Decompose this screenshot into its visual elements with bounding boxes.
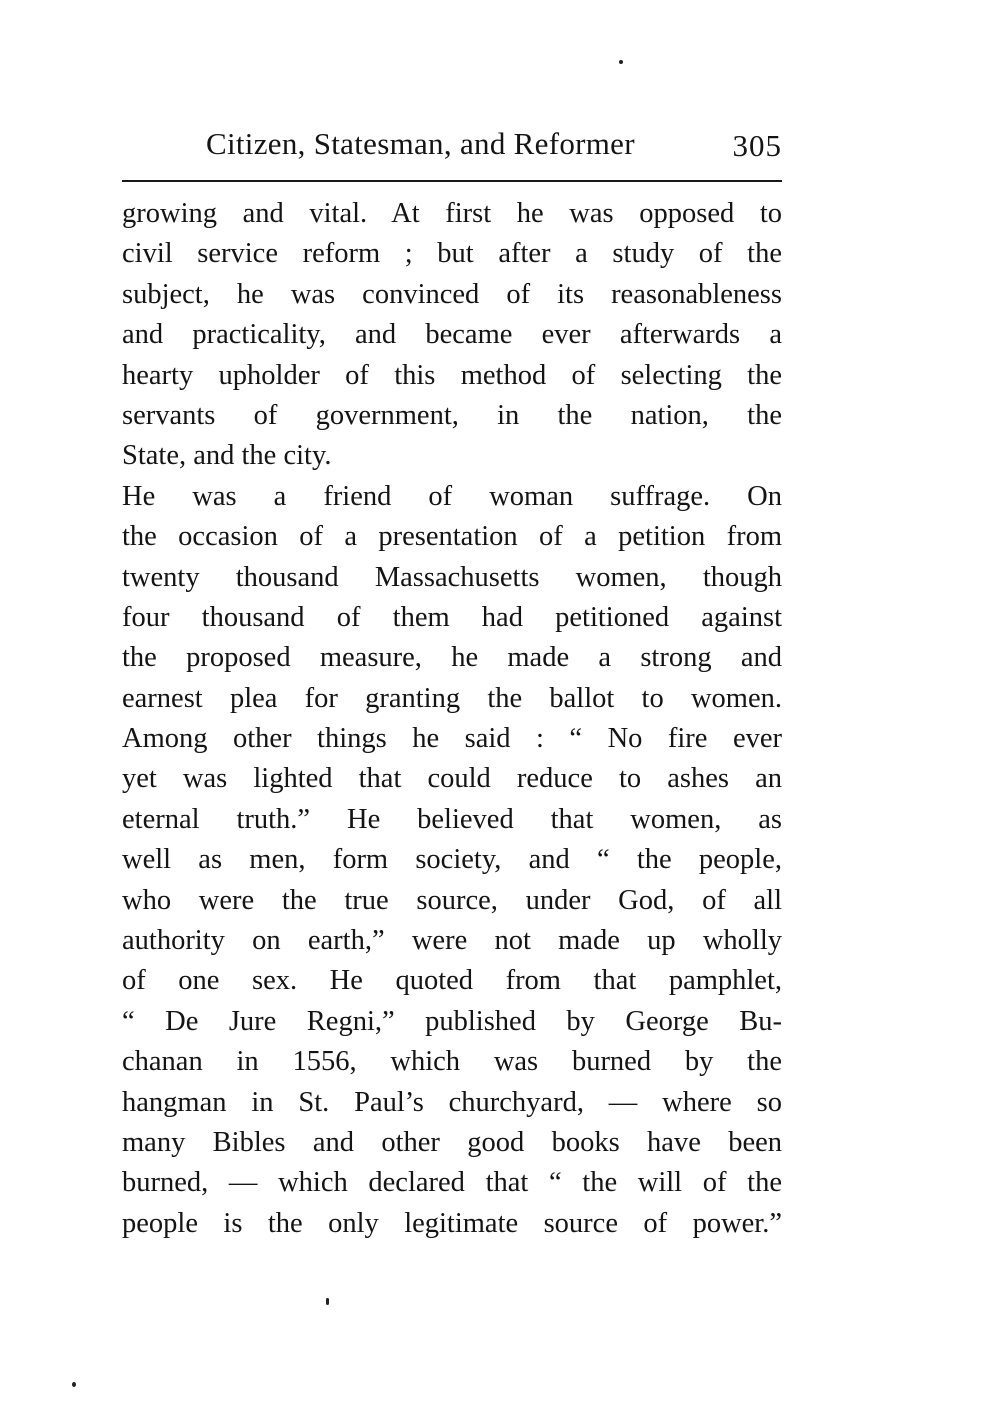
text-line: hearty upholder of this method of selecting the <box>122 359 782 391</box>
print-speck <box>72 1382 76 1387</box>
text-line: and practicality, and became ever afterwards a <box>122 319 782 351</box>
text-line: people is the only legitimate source of power.” <box>122 1207 782 1239</box>
text-line: servants of government, in the nation, the <box>122 399 782 431</box>
text-line: the occasion of a presentation of a petition from <box>122 521 782 553</box>
text-line: well as men, form society, and “ the people, <box>122 844 782 876</box>
body-text <box>122 194 782 1244</box>
running-title: Citizen, Statesman, and Reformer <box>206 126 635 161</box>
text-line: subject, he was convinced of its reasonableness <box>122 278 782 310</box>
header-rule <box>122 180 782 182</box>
text-line: “ De Jure Regni,” published by George Bu- <box>122 1005 782 1037</box>
text-line: yet was lighted that could reduce to ashes an <box>122 763 782 795</box>
text-line: growing and vital. At first he was opposed to <box>122 198 782 229</box>
text-line: twenty thousand Massachusetts women, though <box>122 561 782 593</box>
print-speck <box>326 1298 329 1305</box>
running-head <box>122 126 782 170</box>
text-line: Among other things he said : “ No fire ever <box>122 723 782 755</box>
text-line: He was a friend of woman suffrage. On <box>122 480 782 512</box>
page-number: 305 <box>732 128 782 163</box>
text-line: authority on earth,” were not made up wholly <box>122 925 782 957</box>
text-line: of one sex. He quoted from that pamphlet, <box>122 965 782 997</box>
print-speck <box>619 60 623 64</box>
text-line: earnest plea for granting the ballot to women. <box>122 682 782 714</box>
text-line: hangman in St. Paul’s churchyard, — where so <box>122 1086 782 1118</box>
text-line: burned, — which declared that “ the will of the <box>122 1167 782 1199</box>
text-line: the proposed measure, he made a strong and <box>122 642 782 674</box>
text-line: civil service reform ; but after a study of the <box>122 238 782 270</box>
text-line: eternal truth.” He believed that women, as <box>122 803 782 835</box>
text-line: chanan in 1556, which was burned by the <box>122 1046 782 1078</box>
text-line: many Bibles and other good books have been <box>122 1126 782 1158</box>
text-line: who were the true source, under God, of all <box>122 884 782 916</box>
text-line: State, and the city. <box>122 440 332 472</box>
text-line: four thousand of them had petitioned against <box>122 601 782 633</box>
